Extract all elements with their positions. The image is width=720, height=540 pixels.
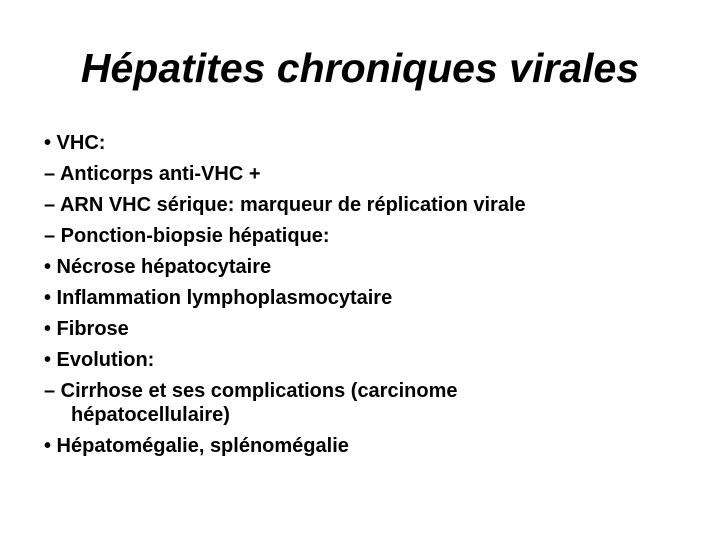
bullet-arn: – ARN VHC sérique: marqueur de réplication virale (44, 194, 526, 216)
bullet-inflammation: • Inflammation lymphoplasmocytaire (44, 287, 393, 309)
bullet-hepatomegalie: • Hépatomégalie, splénomégalie (44, 435, 349, 457)
bullet-cirrhose-line-2: hépatocellulaire) (71, 404, 230, 426)
bullet-anticorps: – Anticorps anti-VHC + (44, 163, 261, 185)
bullet-ponction-biopsie: – Ponction-biopsie hépatique: (44, 225, 330, 247)
bullet-vhc: • VHC: (44, 132, 106, 154)
bullet-evolution: • Evolution: (44, 349, 155, 371)
bullet-cirrhose-line-1: – Cirrhose et ses complications (carcinome (44, 380, 458, 402)
bullet-cirrhose (44, 376, 704, 431)
bullet-fibrose: • Fibrose (44, 318, 129, 340)
bullet-necrose: • Nécrose hépatocytaire (44, 256, 272, 278)
slide-body-list (44, 128, 704, 462)
slide-title: Hépatites chroniques virales (80, 45, 640, 91)
